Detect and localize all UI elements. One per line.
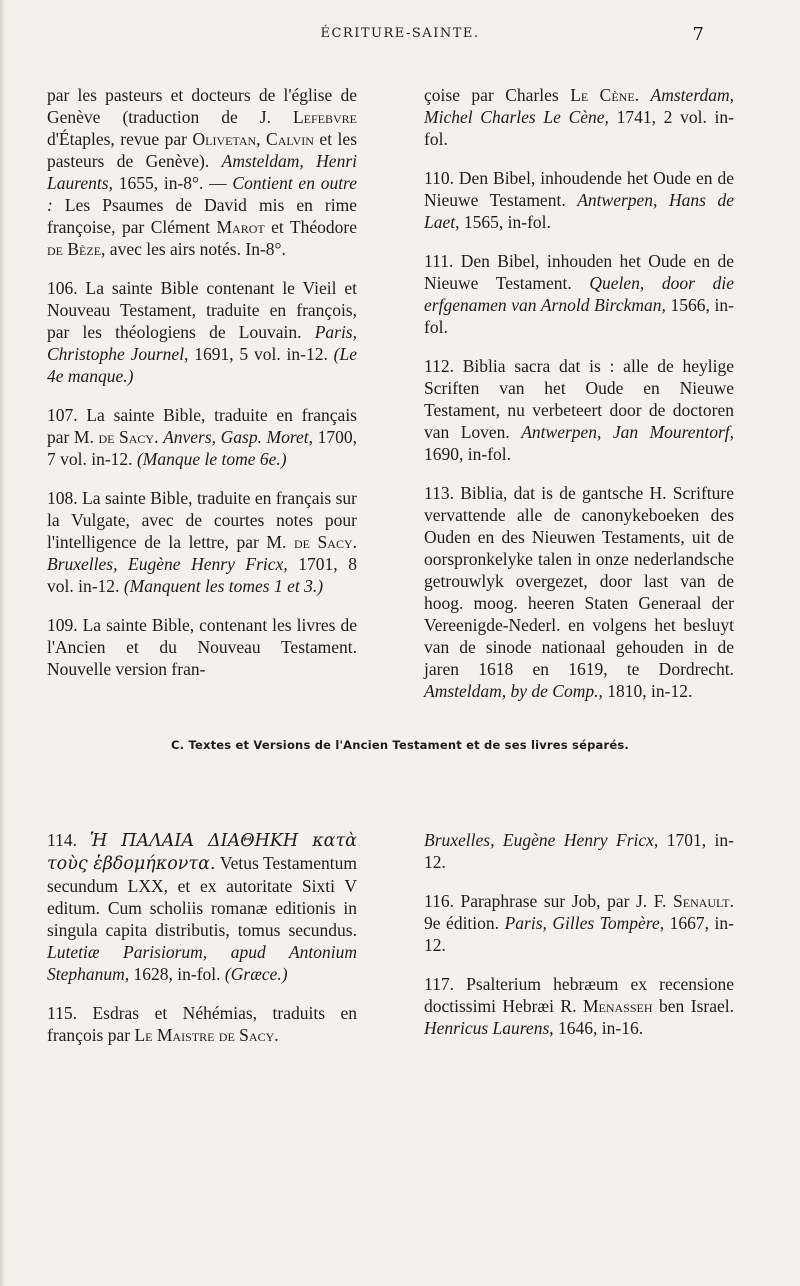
- entry-116: 116. Paraphrase sur Job, par J. F. Senault. 9e édition. Paris, Gilles Tompère, 1667, in-12.: [424, 891, 734, 955]
- entry-109-continued: çoise par Charles Le Cène. Amsterdam, Michel Charles Le Cène, 1741, 2 vol. in-fol.: [424, 85, 734, 149]
- page-number: 7: [692, 24, 704, 45]
- running-head: ÉCRITURE-SAINTE.: [320, 26, 480, 41]
- entry-107: 107. La sainte Bible, traduite en français par M. de Sacy. Anvers, Gasp. Moret, 1700, 7 vol. in-12. (Manque le tome 6e.): [47, 405, 358, 469]
- entry-112: 112. Biblia sacra dat is : alle de heylige Scriften van het Oude en Nieuwe Testament, nu verbeteert door de doctoren van Loven. Antwerpen, Jan Mourentorf, 1690, in-fol.: [424, 356, 734, 464]
- entry-113: 113. Biblia, dat is de gantsche H. Scrifture vervattende alle de canonykeboeken des Ouden en des Nieuwen Testaments, uit de oorspronkelyke talen in onze nederlandsche getrouwlyk overgezet, door last van de hoog. moog. heeren Staten Generaal der Vereenigde-Nederl. en volgens het besluyt van de sinode nationaal gehouden in de jaren 1618 en 1619, te Dordrecht. Amsteldam, by de Comp., 1810, in-12.: [424, 483, 734, 701]
- column-bottom-right: [424, 829, 734, 1056]
- entry-108: 108. La sainte Bible, traduite en français sur la Vulgate, avec de courtes notes pour l'intelligence de la lettre, par M. de Sacy. Bruxelles, Eugène Henry Fricx, 1701, 8 vol. in-12. (Manquent les tomes 1 et 3.): [47, 488, 357, 596]
- entry-105-continued: par les pasteurs et docteurs de l'église de Genève (traduction de J. Lefebvre d'Étaples, revue par Olivetan, Calvin et les pasteurs de Genève). Amsteldam, Henri Laurents, 1655, in-8°. — Contient en outre : Les Psaumes de David mis en rime françoise, par Clément Marot et Théodore de Bèze, avec les airs notés. In-8°.: [47, 85, 358, 259]
- column-bottom-left: [47, 829, 357, 1063]
- entry-115: 115. Esdras et Néhémias, traduits en françois par Le Maistre de Sacy.: [47, 1003, 357, 1045]
- entry-115-continued: Bruxelles, Eugène Henry Fricx, 1701, in-12.: [424, 830, 734, 872]
- entry-117: 117. Psalterium hebræum ex recensione doctissimi Hebræi R. Menasseh ben Israel. Henricus Laurens, 1646, in-16.: [424, 974, 734, 1038]
- page-edge-shadow: [0, 0, 6, 1286]
- entry-106: 106. La sainte Bible contenant le Vieil et Nouveau Testament, traduite en françois, par les théologiens de Louvain. Paris, Christophe Journel, 1691, 5 vol. in-12. (Le 4e manque.): [47, 278, 357, 386]
- entry-109: 109. La sainte Bible, contenant les livres de l'Ancien et du Nouveau Testament. Nouvelle version fran-: [47, 615, 357, 679]
- entry-114: 114. Ἡ ΠΑΛΑΙΑ ΔΙΑΘΗΚΗ κατὰ τοὺς ἑβδομήκοντα. Vetus Testamentum secundum LXX, et ex autoritate Sixti V editum. Cum scholiis romanæ editionis in singula capita distributis, tomus secundus. Lutetiæ Parisiorum, apud Antonium Stephanum, 1628, in-fol. (Græce.): [47, 830, 357, 984]
- section-heading: C. Textes et Versions de l'Ancien Testament et de ses livres séparés.: [171, 738, 629, 752]
- column-top-right: [424, 84, 734, 719]
- entry-111: 111. Den Bibel, inhouden het Oude en de Nieuwe Testament. Quelen, door die erfgenamen van Arnold Birckman, 1566, in-fol.: [424, 251, 734, 337]
- entry-110: 110. Den Bibel, inhoudende het Oude en de Nieuwe Testament. Antwerpen, Hans de Laet, 1565, in-fol.: [424, 168, 734, 232]
- column-top-left: [47, 84, 357, 697]
